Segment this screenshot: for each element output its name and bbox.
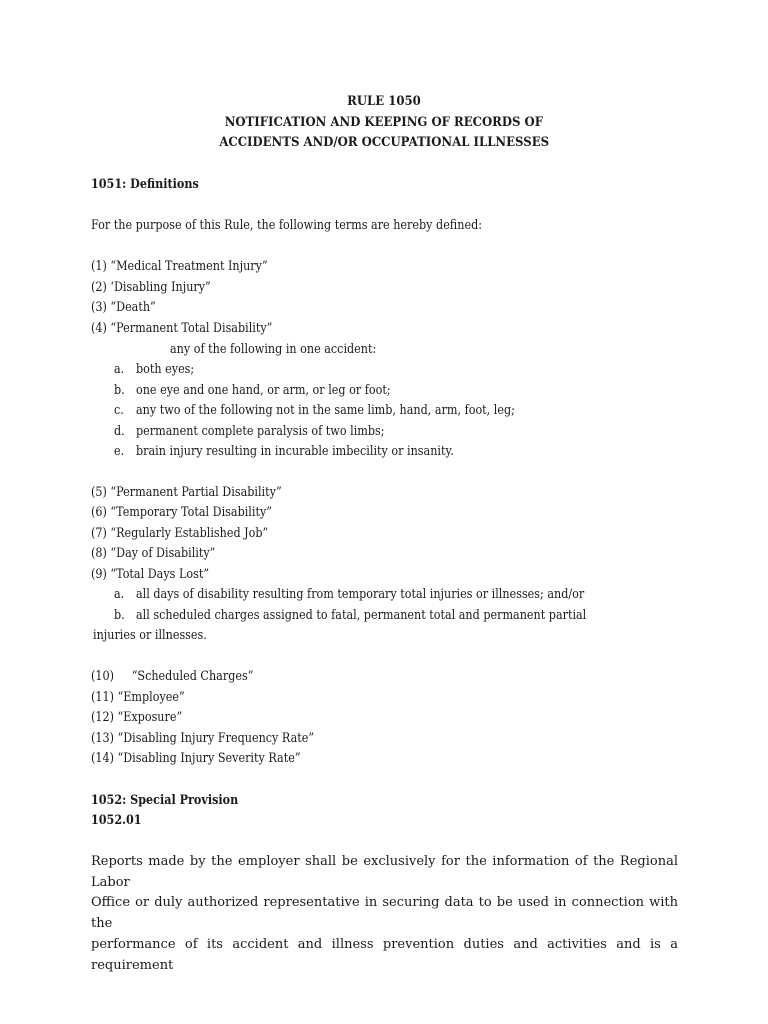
- paragraph-line: performance of its accident and illness prevention duties and activities and is a requirement: [91, 936, 678, 973]
- paragraph-line: Reports made by the employer shall be exclusively for the information of the Regional Labor: [91, 854, 678, 890]
- term-item: (2) ‘Disabling Injury”: [91, 280, 211, 295]
- sub-item-text: all days of disability resulting from temporary total injuries or illnesses; and/or: [136, 587, 585, 602]
- sub-item-continuation: injuries or illnesses.: [93, 628, 207, 643]
- sub-item-letter: a.: [114, 362, 125, 377]
- sub-item-text: both eyes;: [136, 362, 195, 377]
- sub-item-letter: d.: [114, 424, 125, 439]
- rule-title-line-2: ACCIDENTS AND/OR OCCUPATIONAL ILLNESSES: [219, 135, 549, 150]
- term-item: (11) “Employee”: [91, 690, 185, 705]
- term-item: (13) “Disabling Injury Frequency Rate”: [91, 731, 315, 746]
- rule-title-line-1: NOTIFICATION AND KEEPING OF RECORDS OF: [224, 115, 544, 130]
- sub-item-letter: a.: [114, 587, 125, 602]
- sub-item-text: permanent complete paralysis of two limbs;: [136, 424, 385, 439]
- sub-item-text: all scheduled charges assigned to fatal, permanent total and permanent partial: [136, 608, 587, 623]
- term-item: (1) “Medical Treatment Injury”: [91, 259, 268, 274]
- definitions-intro: For the purpose of this Rule, the following terms are hereby defined:: [91, 218, 483, 233]
- term-item: (6) “Temporary Total Disability”: [91, 505, 272, 520]
- term-item: (4) “Permanent Total Disability”: [91, 321, 273, 336]
- term-item: (8) “Day of Disability”: [91, 546, 216, 561]
- term-item: (9) “Total Days Lost”: [91, 567, 210, 582]
- section-1051-heading: 1051: Definitions: [91, 177, 199, 192]
- sub-item-letter: c.: [114, 403, 124, 418]
- term-item: (5) “Permanent Partial Disability”: [91, 485, 282, 500]
- term-item: (3) “Death”: [91, 300, 156, 315]
- sub-item-letter: e.: [114, 444, 125, 459]
- sub-item-letter: b.: [114, 608, 125, 623]
- sub-item-letter: b.: [114, 383, 125, 398]
- paragraph-line: Office or duly authorized representative in securing data to be used in connection with the: [91, 895, 678, 932]
- ptd-lead: any of the following in one accident:: [170, 342, 377, 357]
- section-1052-heading: 1052: Special Provision: [91, 793, 239, 808]
- term-item: (14) “Disabling Injury Severity Rate”: [91, 751, 301, 766]
- rule-number: RULE 1050: [347, 94, 421, 109]
- sub-item-text: brain injury resulting in incurable imbecility or insanity.: [136, 444, 454, 459]
- sub-item-text: one eye and one hand, or arm, or leg or foot;: [136, 383, 391, 398]
- section-1052-subheading: 1052.01: [91, 813, 142, 828]
- special-provision-paragraph: [91, 852, 678, 976]
- term-item: (10) “Scheduled Charges”: [91, 669, 254, 684]
- term-item: (7) “Regularly Established Job”: [91, 526, 269, 541]
- term-item: (12) “Exposure”: [91, 710, 183, 725]
- sub-item-text: any two of the following not in the same limb, hand, arm, foot, leg;: [136, 403, 515, 418]
